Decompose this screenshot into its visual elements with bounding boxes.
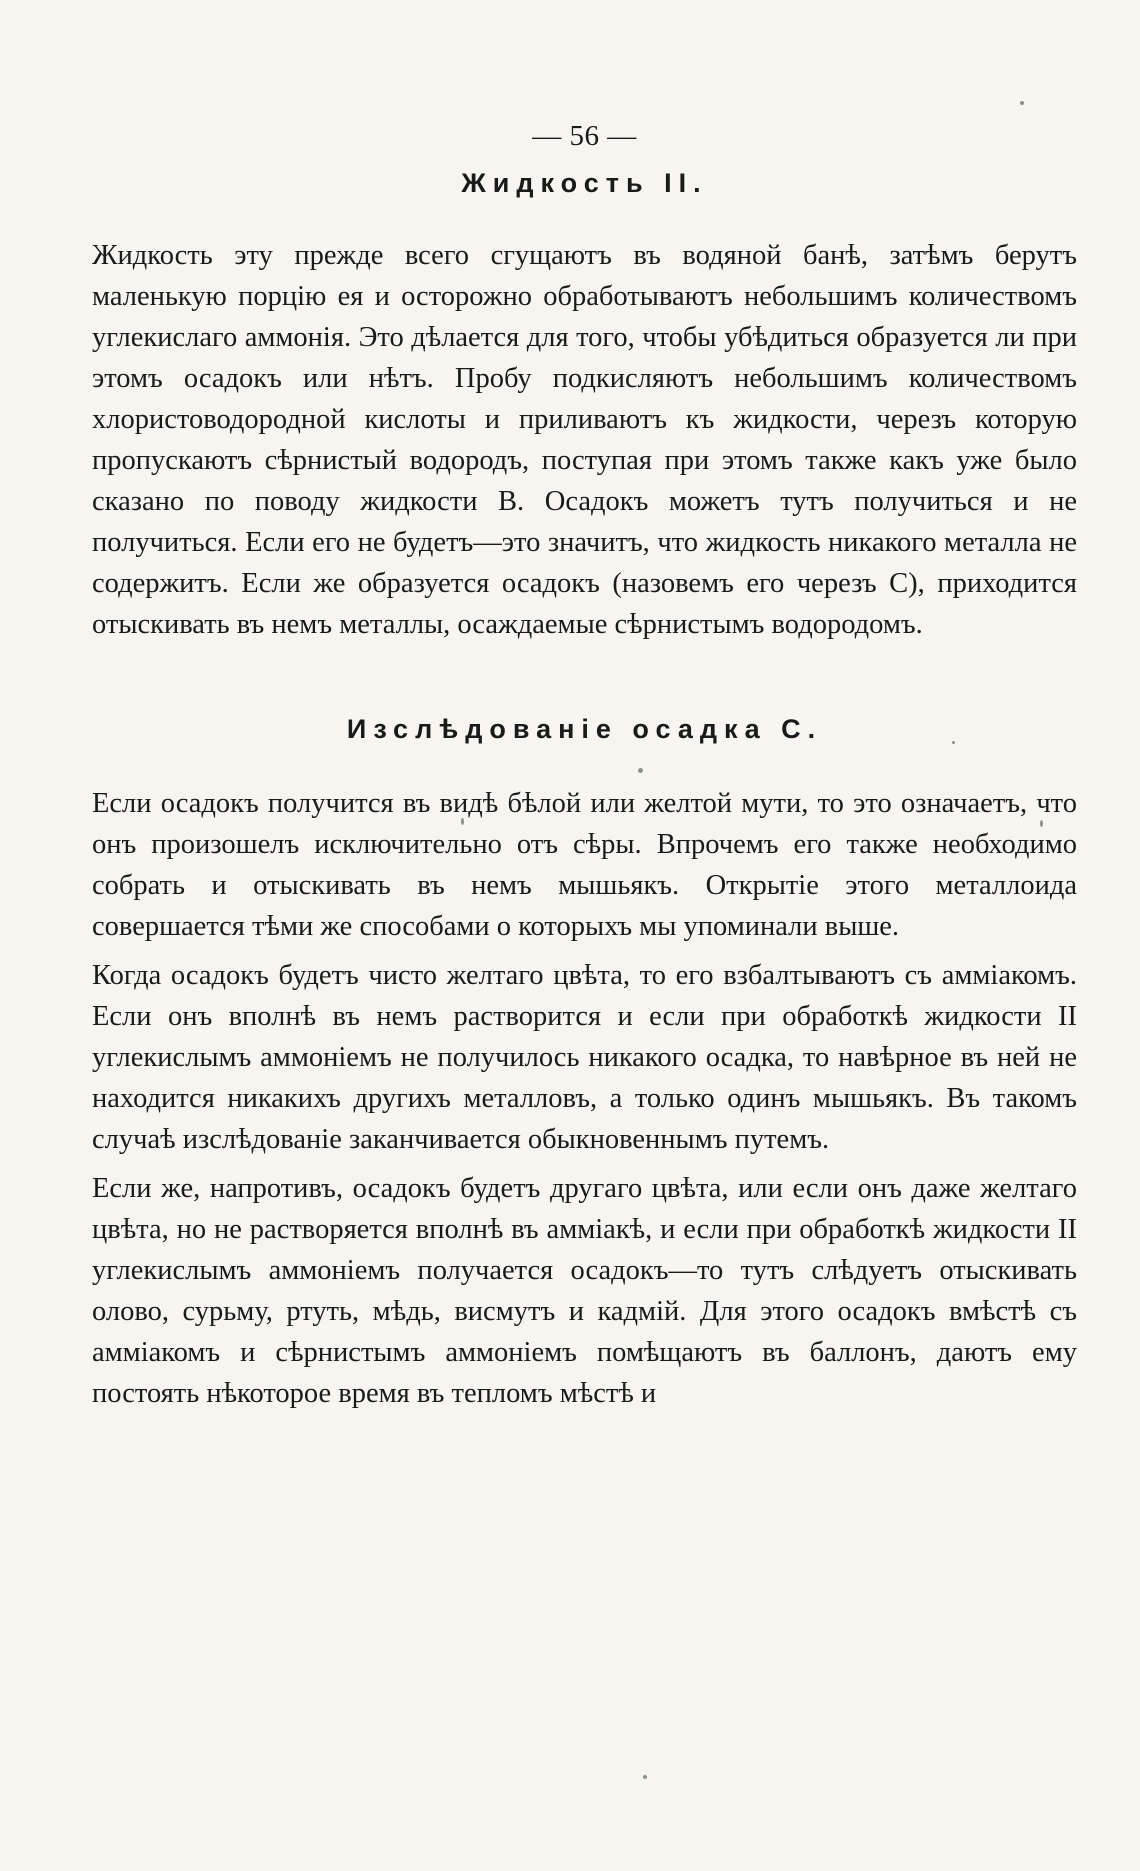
page-content [92, 118, 1077, 1414]
paragraph-precipitate-1: Если осадокъ получится въ видѣ бѣлой или желтой мути, то это означаетъ, что онъ произошелъ исключительно отъ сѣры. Впрочемъ его также необходимо собрать и отыскивать въ немъ мышьякъ. Открытіе этого металлоида совершается тѣми же способами о которыхъ мы упоминали выше. [92, 788, 1077, 942]
paragraph-liquid-ii: Жидкость эту прежде всего сгущаютъ въ водяной банѣ, затѣмъ берутъ маленькую порцію ея и осторожно обработываютъ небольшимъ количествомъ углекислаго аммонія. Это дѣлается для того, чтобы убѣдиться образуется ли при этомъ осадокъ или нѣтъ. Пробу подкисляютъ небольшимъ количествомъ хлористоводородной кислоты и приливаютъ къ жидкости, черезъ которую пропускаютъ сѣрнистый водородъ, поступая при этомъ также какъ уже было сказано по поводу жидкости В. Осадокъ можетъ тутъ получиться и не получиться. Если его не будетъ—это значитъ, что жидкость никакого металла не содержитъ. Если же образуется осадокъ (назовемъ его черезъ С), приходится отыскивать въ немъ металлы, осаждаемые сѣрнистымъ водородомъ. [92, 240, 1077, 640]
section-heading-liquid-ii: Жидкость II. [461, 168, 708, 198]
paragraph-precipitate-3: Если же, напротивъ, осадокъ будетъ другаго цвѣта, или если онъ даже желтаго цвѣта, но не растворяется вполнѣ въ аммiакѣ, и если при обработкѣ жидкости II углекислымъ аммоніемъ получается осадокъ—то тутъ слѣдуетъ отыскивать олово, сурьму, ртуть, мѣдь, висмутъ и кадмій. Для этого осадокъ вмѣстѣ съ аммiакомъ и сѣрнистымъ аммоніемъ помѣщаютъ въ баллонъ, даютъ ему постоять нѣкоторое время въ тепломъ мѣстѣ и [92, 1173, 1077, 1409]
section-heading-precipitate-c: Изслѣдованіе осадка С. [346, 714, 823, 744]
print-speck [643, 1775, 647, 1779]
paragraph-precipitate-2: Когда осадокъ будетъ чисто желтаго цвѣта, то его взбалтываютъ съ аммiакомъ. Если онъ вполнѣ въ немъ растворится и если при обработкѣ жидкости II углекислымъ аммоніемъ не получилось никакого осадка, то навѣрное въ ней не находится никакихъ другихъ металловъ, а только одинъ мышьякъ. Въ такомъ случаѣ изслѣдованіе заканчивается обыкновеннымъ путемъ. [92, 960, 1077, 1155]
print-speck [1020, 101, 1024, 105]
page-number: — 56 — [532, 120, 637, 152]
